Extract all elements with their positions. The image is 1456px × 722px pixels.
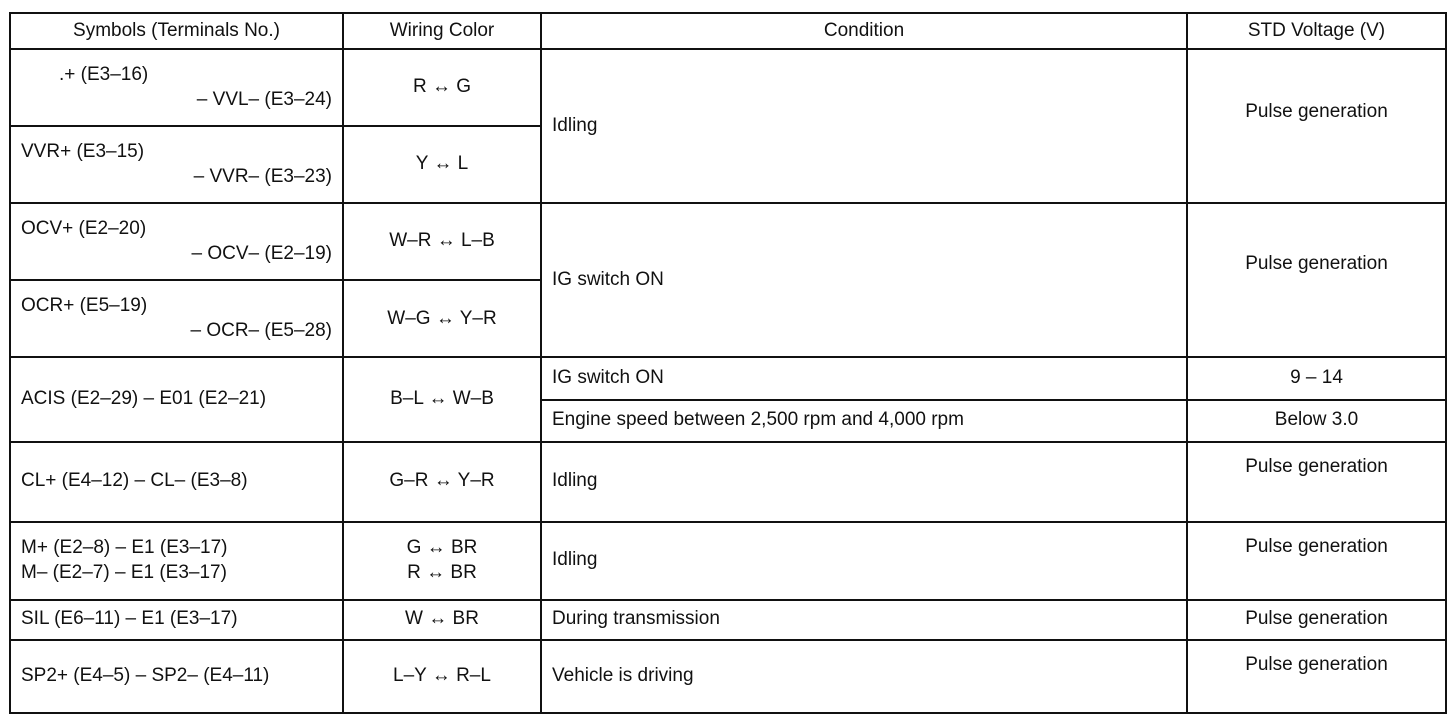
wiring-color-acis: B–L ↔ W–B — [343, 357, 541, 441]
symbol-cell-vvl — [10, 49, 343, 126]
wiring-color-m-plus: G ↔ BR — [406, 537, 478, 559]
wiring-color-ocr: W–G ↔ Y–R — [343, 280, 541, 357]
symbol-ocv-minus: – OCV– (E2–19) — [191, 242, 332, 264]
wiring-color-vvl: R ↔ G — [343, 49, 541, 126]
table-row-m — [10, 522, 1446, 600]
symbol-cell-ocr — [10, 280, 343, 357]
header-condition: Condition — [541, 13, 1187, 49]
table-row-vvl — [10, 49, 1446, 126]
voltage-vv: Pulse generation — [1187, 49, 1446, 203]
voltage-m: Pulse generation — [1187, 522, 1446, 600]
table-row-cl — [10, 442, 1446, 522]
wiring-color-sp2: L–Y ↔ R–L — [343, 640, 541, 713]
voltage-oc: Pulse generation — [1187, 203, 1446, 357]
wiring-color-m-minus: R ↔ BR — [407, 561, 477, 583]
header-symbols: Symbols (Terminals No.) — [10, 13, 343, 49]
wiring-color-cl: G–R ↔ Y–R — [343, 442, 541, 522]
symbol-cl: CL+ (E4–12) – CL– (E3–8) — [10, 442, 343, 522]
condition-sp2: Vehicle is driving — [541, 640, 1187, 713]
condition-vv: Idling — [541, 49, 1187, 203]
condition-sil: During transmission — [541, 600, 1187, 640]
symbol-m-minus: M– (E2–7) – E1 (E3–17) — [21, 561, 227, 583]
voltage-sil: Pulse generation — [1187, 600, 1446, 640]
voltage-sp2: Pulse generation — [1187, 640, 1446, 713]
voltage-cl: Pulse generation — [1187, 442, 1446, 522]
table-row-sp2 — [10, 640, 1446, 713]
symbol-vvr-plus: VVR+ (E3–15) — [21, 141, 145, 163]
wiring-color-sil: W ↔ BR — [343, 600, 541, 640]
condition-cl: Idling — [541, 442, 1187, 522]
condition-oc: IG switch ON — [541, 203, 1187, 357]
header-wiring-color: Wiring Color — [343, 13, 541, 49]
symbol-acis: ACIS (E2–29) – E01 (E2–21) — [10, 357, 343, 441]
terminal-voltage-table — [9, 12, 1447, 714]
wiring-color-ocv: W–R ↔ L–B — [343, 203, 541, 280]
symbol-ocr-minus: – OCR– (E5–28) — [190, 319, 332, 341]
header-std-voltage: STD Voltage (V) — [1187, 13, 1446, 49]
table-row-ocv — [10, 203, 1446, 280]
symbol-cell-m — [10, 522, 343, 600]
condition-m: Idling — [541, 522, 1187, 600]
symbol-ocr-plus: OCR+ (E5–19) — [21, 295, 148, 317]
condition-acis-ig: IG switch ON — [541, 357, 1187, 399]
table-row-sil — [10, 600, 1446, 640]
symbol-vvr-minus: – VVR– (E3–23) — [193, 165, 332, 187]
symbol-cell-ocv — [10, 203, 343, 280]
voltage-acis-ig: 9 – 14 — [1187, 357, 1446, 399]
voltage-acis-engine: Below 3.0 — [1187, 400, 1446, 442]
wiring-color-cell-m — [343, 522, 541, 600]
symbol-ocv-plus: OCV+ (E2–20) — [21, 218, 147, 240]
condition-acis-engine: Engine speed between 2,500 rpm and 4,000 rpm — [541, 400, 1187, 442]
wiring-color-vvr: Y ↔ L — [343, 126, 541, 203]
table-row-acis-1 — [10, 357, 1446, 399]
symbol-vvl-minus: – VVL– (E3–24) — [196, 88, 332, 110]
symbol-sp2: SP2+ (E4–5) – SP2– (E4–11) — [10, 640, 343, 713]
symbol-vvl-plus: .+ (E3–16) — [59, 63, 149, 85]
symbol-sil: SIL (E6–11) – E1 (E3–17) — [10, 600, 343, 640]
header-row — [10, 13, 1446, 49]
symbol-m-plus: M+ (E2–8) – E1 (E3–17) — [21, 537, 228, 559]
symbol-cell-vvr — [10, 126, 343, 203]
